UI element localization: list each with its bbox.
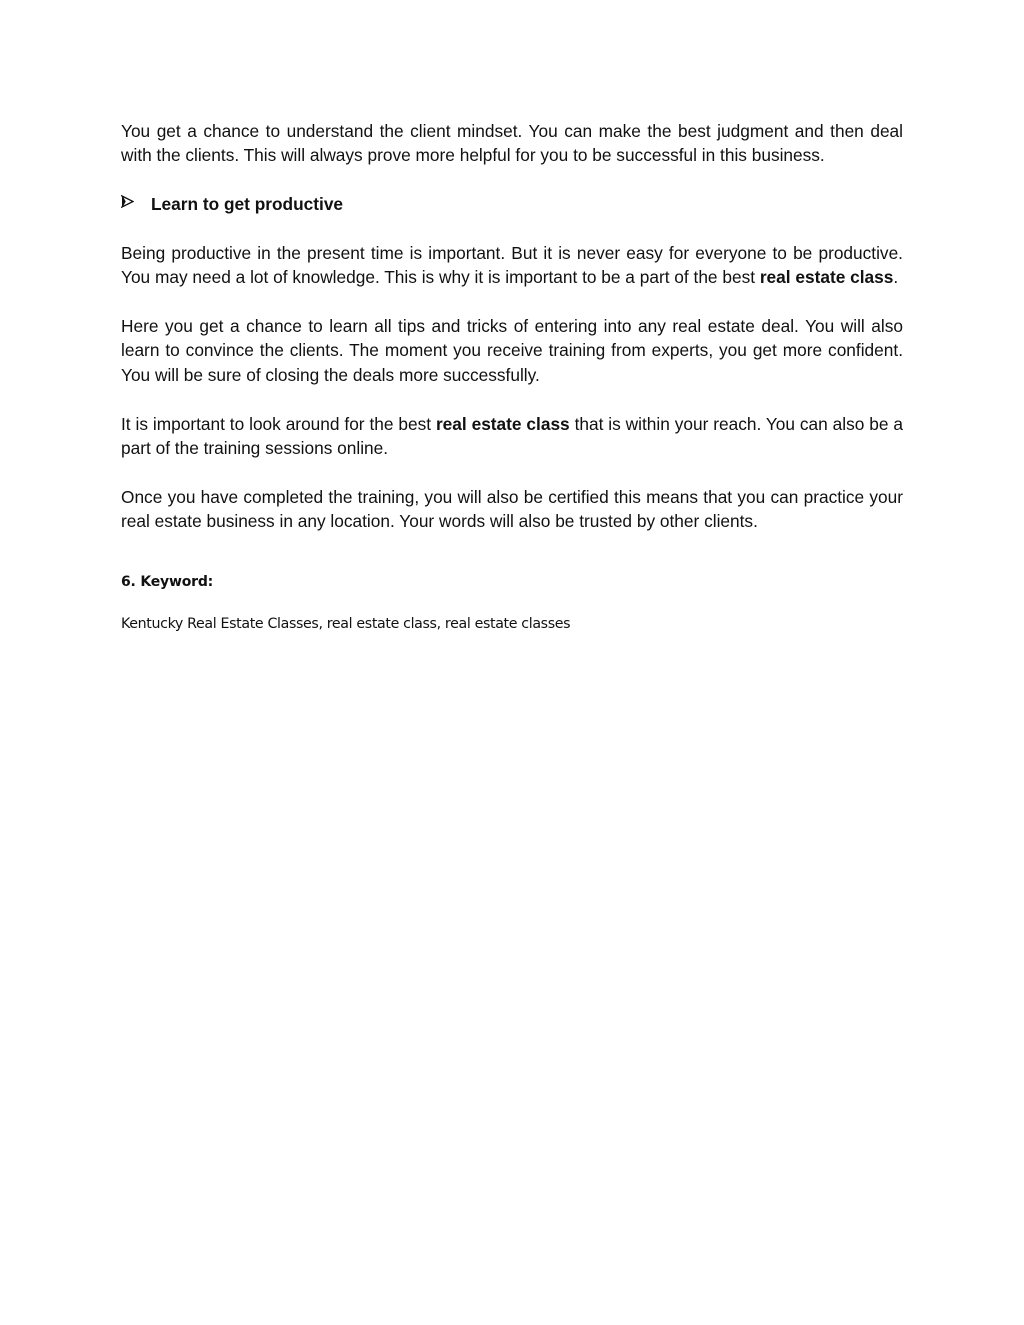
keyword-list: Kentucky Real Estate Classes, real estate class, real estate classes [121,615,571,632]
paragraph-text: that is within your reach. You can also be a part of the training sessions online. [121,413,903,458]
document-page [121,119,903,634]
bullet-heading-text: Learn to get productive [151,193,344,214]
paragraph-look-around [121,412,903,461]
keyword-link-text: real estate class [435,413,570,434]
paragraph-text: . [893,267,899,288]
paragraph-text: It is important to look around for the best [121,413,436,434]
bullet-heading [121,192,903,216]
paragraph-text: Being productive in the present time is important. But it is never easy for everyone to be productive. You may need a lot of knowledge. This is why it is important to be a part of the best [121,242,903,288]
keyword-link-text: real estate class [759,267,894,288]
paragraph-being-productive [121,241,903,290]
paragraph-client-mindset: You get a chance to understand the client mindset. You can make the best judgment and then deal with the clients. This will always prove more helpful for you to be successful in this business. [121,121,903,166]
arrowhead-bullet-icon [121,192,151,216]
paragraph-certified: Once you have completed the training, you will also be certified this means that you can practice your real estate business in any location. Your words will also be trusted by other clients. [121,486,903,532]
paragraph-tips-and-tricks: Here you get a chance to learn all tips and tricks of entering into any real estate deal. You will also learn to convince the clients. The moment you receive training from experts, you get more confident. You will be sure of closing the deals more successfully. [121,315,903,385]
keyword-heading: 6. Keyword: [121,573,214,590]
